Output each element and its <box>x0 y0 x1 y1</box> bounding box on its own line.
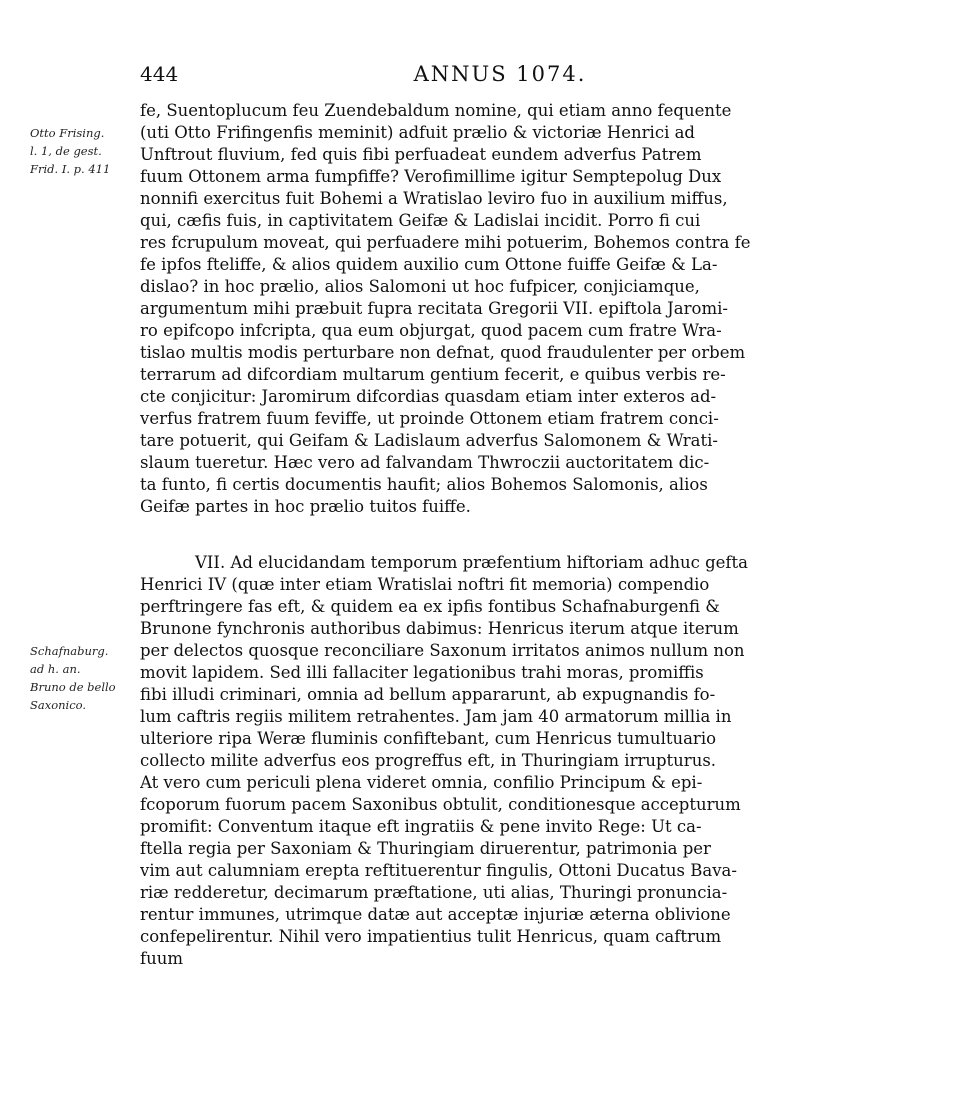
margin-note-line: Saxonico. <box>30 698 87 712</box>
text-line: At vero cum periculi plena videret omnia, confilio Principum & epi- <box>140 773 703 792</box>
text-line: fuum <box>140 949 184 968</box>
margin-note-line: Frid. I. p. 411 <box>30 162 111 176</box>
text-line: ulteriore ripa Weræ fluminis confiftebant, cum Henricus tumultuario <box>140 729 717 748</box>
text-line: qui, cæfis fuis, in captivitatem Geifæ & Ladislai incidit. Porro fi cui <box>140 211 701 230</box>
margin-note-line: ad h. an. <box>30 662 81 676</box>
text-line: argumentum mihi præbuit fupra recitata Gregorii VII. epiftola Jaromi- <box>140 299 728 318</box>
text-line: fuum Ottonem arma fumpfiffe? Verofimillime igitur Semptepolug Dux <box>140 167 722 186</box>
text-line: (uti Otto Frifingenfis meminit) adfuit prælio & victoriæ Henrici ad <box>140 123 695 142</box>
margin-note-line: Bruno de bello <box>30 680 116 694</box>
margin-note-line: Otto Frising. <box>30 126 105 140</box>
text-line: collecto milite adverfus eos progreffus eft, in Thuringiam irrupturus. <box>140 751 717 770</box>
paragraph-gap <box>140 518 852 552</box>
text-line: Henrici IV (quæ inter etiam Wratislai noftri fit memoria) compendio <box>140 575 710 594</box>
text-line: nonnifi exercitus fuit Bohemi a Wratislao leviro fuo in auxilium miffus, <box>140 189 728 208</box>
text-line: Unftrout fluvium, fed quis fibi perfuadeat eundem adverfus Patrem <box>140 145 702 164</box>
text-line: ro epifcopo infcripta, qua eum objurgat, quod pacem cum fratre Wra- <box>140 321 722 340</box>
page-number: 444 <box>140 62 179 86</box>
text-line: terrarum ad difcordiam multarum gentium fecerit, e quibus verbis re- <box>140 365 726 384</box>
text-line: riæ redderetur, decimarum præftatione, uti alias, Thuringi pronuncia- <box>140 883 728 902</box>
margin-note-line: Schafnaburg. <box>30 644 109 658</box>
text-line: Geifæ partes in hoc prælio tuitos fuiffe. <box>140 497 471 516</box>
text-line: movit lapidem. Sed illi fallaciter legationibus trahi moras, promiffis <box>140 663 704 682</box>
text-line: ftella regia per Saxoniam & Thuringiam diruerentur, patrimonia per <box>140 839 711 858</box>
text-line: rentur immunes, utrimque datæ aut acceptæ injuriæ æterna oblivione <box>140 905 731 924</box>
margin-note-line: l. 1, de gest. <box>30 144 102 158</box>
running-head: ANNUS 1074. <box>413 62 587 86</box>
text-line: tare potuerit, qui Geifam & Ladislaum adverfus Salomonem & Wrati- <box>140 431 718 450</box>
text-line: ta funto, fi certis documentis haufit; alios Bohemos Salomonis, alios <box>140 475 708 494</box>
page-header <box>140 62 860 90</box>
text-line: Brunone fynchronis authoribus dabimus: Henricus iterum atque iterum <box>140 619 739 638</box>
text-line: fe ipfos fteliffe, & alios quidem auxilio cum Ottone fuiffe Geifæ & La- <box>140 255 718 274</box>
text-line: vim aut calumniam erepta reftituerentur fingulis, Ottoni Ducatus Bava- <box>140 861 737 880</box>
text-line: confepelirentur. Nihil vero impatientius tulit Henricus, quam caftrum <box>140 927 722 946</box>
text-line: tislao multis modis perturbare non defnat, quod fraudulenter per orbem <box>140 343 746 362</box>
paragraph-1 <box>140 100 852 518</box>
text-line: promifit: Conventum itaque eft ingratiis & pene invito Rege: Ut ca- <box>140 817 702 836</box>
text-line: cte conjicitur: Jaromirum difcordias quasdam etiam inter exteros ad- <box>140 387 717 406</box>
text-line: VII. Ad elucidandam temporum præfentium hiftoriam adhuc gefta <box>195 553 748 572</box>
margin-note-schafnaburg <box>30 642 140 714</box>
text-line: slaum tueretur. Hæc vero ad falvandam Thwroczii auctoritatem dic- <box>140 453 710 472</box>
text-line: res fcrupulum moveat, qui perfuadere mihi potuerim, Bohemos contra fe <box>140 233 751 252</box>
text-line: fibi illudi criminari, omnia ad bellum appararunt, ab expugnandis fo- <box>140 685 716 704</box>
margin-note-otto-frising <box>30 124 140 178</box>
text-line: fcoporum fuorum pacem Saxonibus obtulit, conditionesque accepturum <box>140 795 741 814</box>
text-line: lum caftris regiis militem retrahentes. Jam jam 40 armatorum millia in <box>140 707 732 726</box>
text-line: fe, Suentoplucum feu Zuendebaldum nomine, qui etiam anno fequente <box>140 101 732 120</box>
text-line: per delectos quosque reconciliare Saxonum irritatos animos nullum non <box>140 641 745 660</box>
text-line: dislao? in hoc prælio, alios Salomoni ut hoc fufpicer, conjiciamque, <box>140 277 700 296</box>
paragraph-2 <box>140 552 852 970</box>
body-text <box>140 100 852 970</box>
text-line: perftringere fas eft, & quidem ea ex ipfis fontibus Schafnaburgenfi & <box>140 597 720 616</box>
text-line: verfus fratrem fuum feviffe, ut proinde Ottonem etiam fratrem conci- <box>140 409 719 428</box>
